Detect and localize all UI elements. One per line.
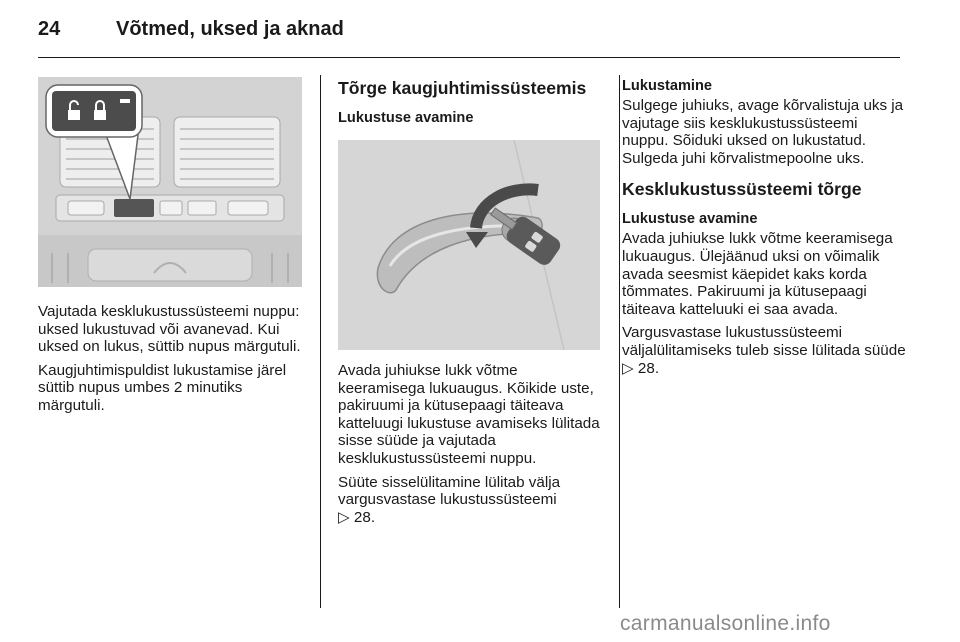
column-1 bbox=[38, 303, 308, 421]
paragraph bbox=[338, 474, 600, 527]
paragraph: Kaugjuhtimispuldist lukustamise järel süttib nupus umbes 2 minutiks märgutuli. bbox=[38, 361, 287, 414]
subheading: Lukustamine bbox=[622, 78, 713, 94]
column-2-body bbox=[338, 362, 600, 532]
paragraph: Vajutada kesklukustussüsteemi nuppu: uksed lukustuvad või avanevad. Kui uksed on lukus, süttib nupus märgutuli. bbox=[38, 303, 301, 356]
subheading: Lukustuse avamine bbox=[622, 211, 758, 228]
page-reference[interactable]: 28. bbox=[637, 359, 660, 377]
page-number: 24 bbox=[38, 18, 61, 40]
paragraph: Avada juhiukse lukk võtme keeramisega lukuaugus. Ülejäänud uksi on võimalik avada seesmist käepidet kaks korda tõmmates. Pakiruumi ja kütusepaagi täiteava katteluuki ei saa avada. bbox=[622, 230, 893, 318]
paragraph-text: Vargusvastase lukustussüsteemi väljalülitamiseks tuleb sisse lülitada süüde bbox=[622, 324, 906, 359]
triangle-arrow-icon: ▷ bbox=[622, 358, 634, 377]
paragraph: Avada juhiukse lukk võtme keeramisega lukuaugus. Kõikide uste, pakiruumi ja kütusepaagi täiteava katteluugi lukustuse avamiseks lülitada sisse süüde ja vajutada kesklukustussüsteemi nuppu. bbox=[338, 362, 600, 467]
column-divider-2 bbox=[619, 75, 620, 608]
chapter-title: Võtmed, uksed ja aknad bbox=[116, 18, 344, 40]
page-reference[interactable]: 28. bbox=[353, 508, 376, 526]
triangle-arrow-icon: ▷ bbox=[338, 507, 350, 526]
watermark: carmanualsonline.info bbox=[620, 612, 831, 635]
subheading: Lukustuse avamine bbox=[338, 110, 474, 126]
page-header bbox=[38, 18, 900, 48]
header-rule bbox=[38, 57, 900, 58]
central-lock-button-illustration bbox=[38, 77, 302, 287]
indicator-led bbox=[120, 99, 130, 103]
section-heading: Tõrge kaugjuhtimissüsteemis bbox=[338, 78, 587, 98]
paragraph bbox=[622, 324, 908, 377]
column-2 bbox=[338, 78, 600, 129]
key-in-door-lock-illustration bbox=[338, 140, 600, 350]
paragraph-text: Süüte sisselülitamine lülitab välja vargusvastase lukustussüsteemi bbox=[338, 473, 561, 509]
column-divider-1 bbox=[320, 75, 321, 608]
paragraph: Sulgege juhiuks, avage kõrvalistuja uks ja vajutage siis kesklukustussüsteemi nuppu. Sõiduki uksed on lukustatud. Sulgeda juhi kõrvalistmepoolne uks. bbox=[622, 97, 904, 167]
section-heading: Kesklukustussüsteemi tõrge bbox=[622, 179, 862, 200]
column-3 bbox=[622, 78, 908, 383]
